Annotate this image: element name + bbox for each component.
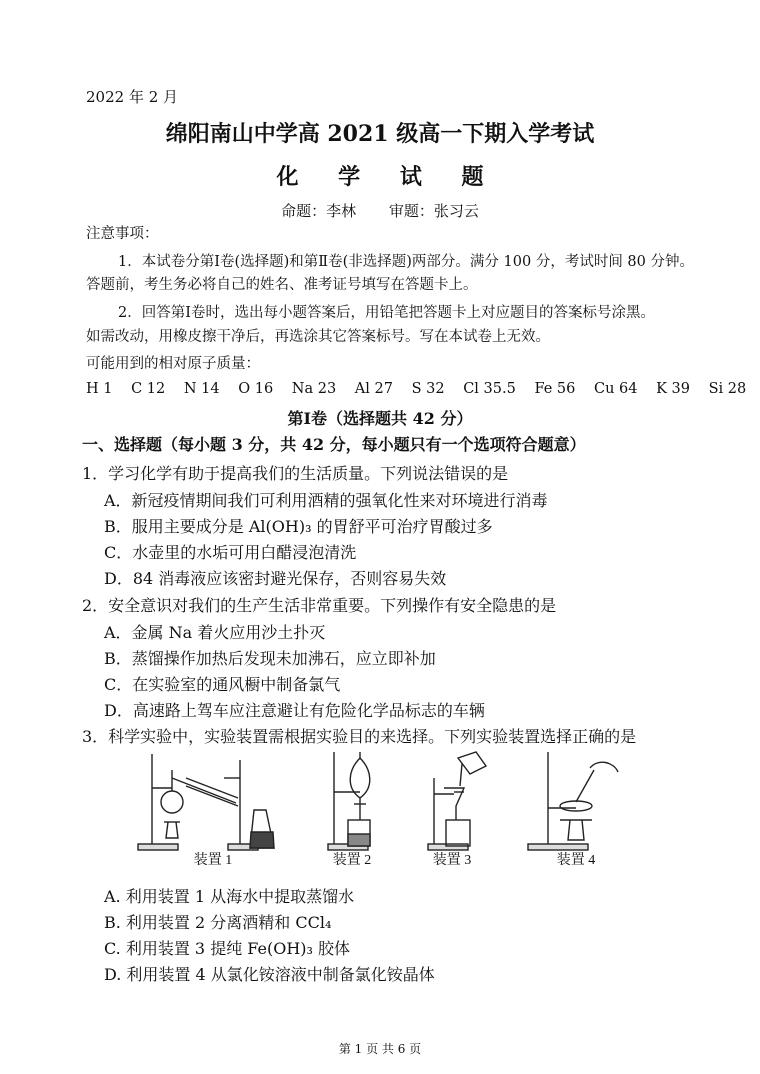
distillation-apparatus-illustration <box>138 754 274 850</box>
q3-option-c: C. 利用装置 3 提纯 Fe(OH)₃ 胶体 <box>104 939 351 958</box>
question-1-stem: 1．学习化学有助于提高我们的生活质量。下列说法错误的是 <box>82 464 509 483</box>
q2-option-c: C．在实验室的通风橱中制备氯气 <box>104 675 341 694</box>
atom-mass: Fe 56 <box>534 381 576 397</box>
apparatus-label-2: 装置 2 <box>332 853 372 866</box>
separatory-funnel-illustration <box>328 752 370 850</box>
q2-option-b: B．蒸馏操作加热后发现未加沸石，应立即补加 <box>104 649 436 668</box>
atom-mass: Al 27 <box>354 381 393 397</box>
atom-mass: K 39 <box>656 381 690 397</box>
atom-mass: O 16 <box>238 381 274 397</box>
apparatus-label-1: 装置 1 <box>193 853 233 866</box>
apparatus-label-3: 装置 3 <box>432 853 472 866</box>
atom-mass: C 12 <box>131 381 166 397</box>
q1-option-b: B．服用主要成分是 Al(OH)₃ 的胃舒平可治疗胃酸过多 <box>104 517 493 536</box>
atom-mass: S 32 <box>411 381 445 397</box>
apparatus-figure <box>128 748 648 866</box>
atom-mass: Na 23 <box>291 381 337 397</box>
exam-subtitle: 化 学 试 题 <box>276 164 500 190</box>
atom-mass: Si 28 <box>708 381 747 397</box>
note-1a: 1．本试卷分第Ⅰ卷(选择题)和第Ⅱ卷(非选择题)两部分。满分 100 分，考试时间 80 分钟。 <box>118 254 694 270</box>
part1-title: 第Ⅰ卷（选择题共 42 分） <box>287 409 473 428</box>
author-reviewer: 审题：张习云 <box>388 202 479 220</box>
author-proposer: 命题：李林 <box>281 202 357 220</box>
q2-option-d: D．高速路上驾车应注意避让有危险化学品标志的车辆 <box>104 701 485 720</box>
q2-option-a: A．金属 Na 着火应用沙土扑灭 <box>104 623 326 642</box>
atom-mass: H 1 <box>86 381 113 397</box>
page-footer: 第 1 页 共 6 页 <box>338 1042 422 1056</box>
q1-option-a: A．新冠疫情期间我们可利用酒精的强氧化性来对环境进行消毒 <box>104 491 548 510</box>
authors-line <box>0 200 760 221</box>
exam-date: 2022 年 2 月 <box>86 88 179 106</box>
exam-title: 绵阳南山中学高 2021 级高一下期入学考试 <box>165 121 595 147</box>
atom-mass: Cl 35.5 <box>463 381 516 397</box>
atomic-masses <box>86 381 760 397</box>
atom-mass: Cu 64 <box>593 381 638 397</box>
note-2a: 2．回答第Ⅰ卷时，选出每小题答案后，用铅笔把答题卡上对应题目的答案标号涂黑。 <box>118 305 655 321</box>
question-3-stem: 3．科学实验中，实验装置需根据实验目的来选择。下列实验装置选择正确的是 <box>82 727 637 746</box>
evaporation-apparatus-illustration <box>528 752 618 850</box>
notes-heading: 注意事项： <box>86 226 159 242</box>
atom-mass: N 14 <box>183 381 220 397</box>
note-1b: 答题前，考生务必将自己的姓名、准考证号填写在答题卡上。 <box>86 277 478 293</box>
atoms-label: 可能用到的相对原子质量： <box>86 356 260 372</box>
q3-option-d: D. 利用装置 4 从氯化铵溶液中制备氯化铵晶体 <box>104 965 435 984</box>
note-2b: 如需改动，用橡皮擦干净后，再选涂其它答案标号。写在本试卷上无效。 <box>86 329 550 345</box>
apparatus-label-4: 装置 4 <box>556 853 596 866</box>
q3-option-a: A. 利用装置 1 从海水中提取蒸馏水 <box>104 887 355 906</box>
question-2-stem: 2．安全意识对我们的生产生活非常重要。下列操作有安全隐患的是 <box>82 596 557 615</box>
q3-option-b: B. 利用装置 2 分离酒精和 CCl₄ <box>104 913 332 932</box>
section-heading: 一、选择题（每小题 3 分，共 42 分，每小题只有一个选项符合题意） <box>82 435 586 454</box>
q1-option-c: C．水壶里的水垢可用白醋浸泡清洗 <box>104 543 357 562</box>
filtration-apparatus-illustration <box>428 752 486 850</box>
q1-option-d: D．84 消毒液应该密封避光保存，否则容易失效 <box>104 569 447 588</box>
